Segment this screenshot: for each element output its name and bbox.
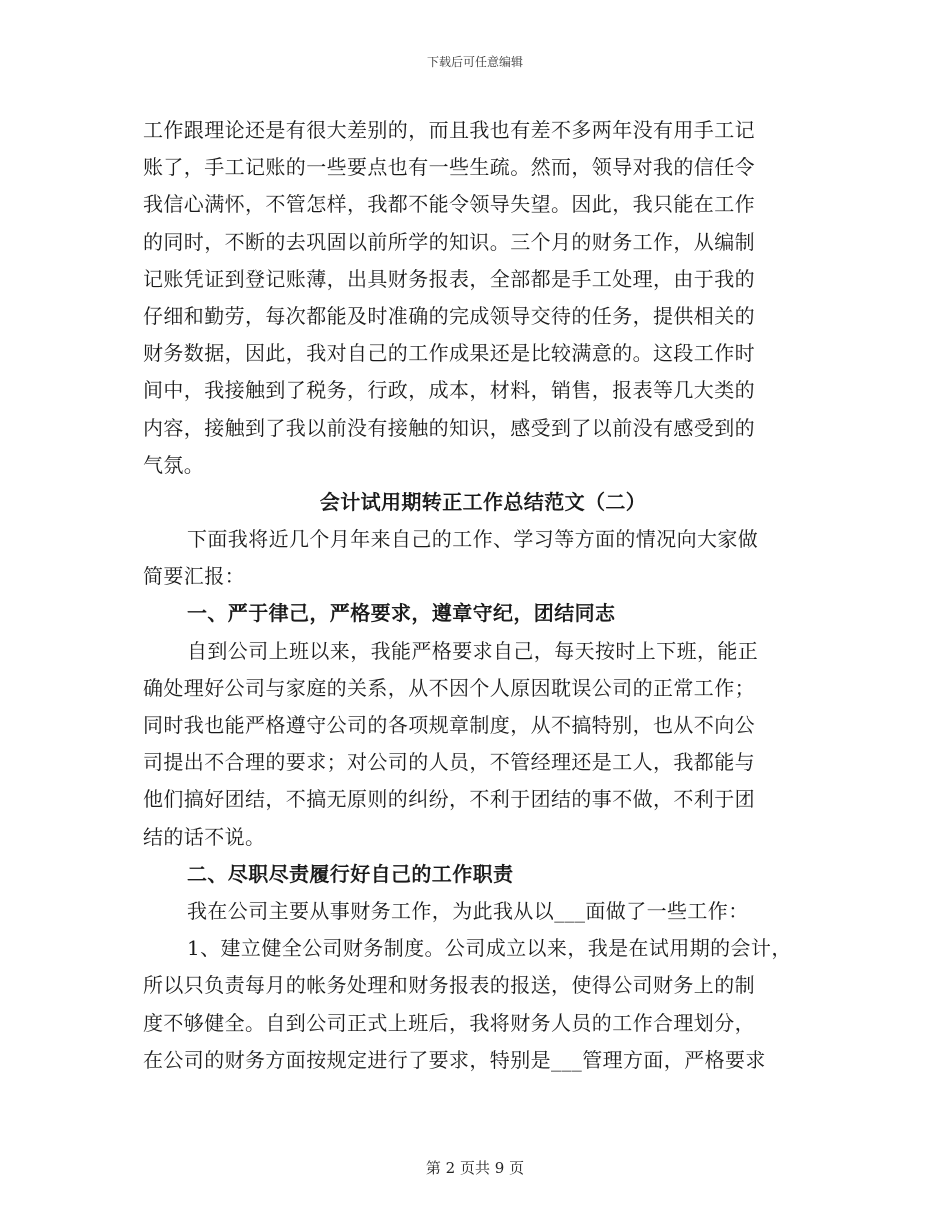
text-line: 在公司的财务方面按规定进行了要求，特别是___管理方面，严格要求	[143, 1047, 766, 1072]
text-line: 自到公司上班以来，我能严格要求自己，每天按时上下班，能正	[187, 638, 759, 663]
paragraph-2	[143, 521, 823, 595]
text-line: 简要汇报：	[143, 564, 245, 589]
text-line: 间中，我接触到了税务，行政，成本，材料，销售，报表等几大类的	[143, 378, 755, 403]
paragraph-5	[143, 930, 823, 1079]
paragraph-3	[143, 633, 823, 856]
page-number: 第 2 页共 9 页	[425, 1159, 525, 1177]
text-line: 司提出不合理的要求；对公司的人员，不管经理还是工人，我都能与	[143, 750, 755, 775]
text-line: 气氛。	[143, 452, 205, 477]
section-title: 会计试用期转正工作总结范文（二）	[319, 489, 647, 514]
text-line: 工作跟理论还是有很大差别的，而且我也有差不多两年没有用手工记	[143, 118, 755, 142]
text-line: 仔细和勤劳，每次都能及时准确的完成领导交待的任务，提供相关的	[143, 303, 755, 328]
text-line: 内容，接触到了我以前没有接触的知识，感受到了以前没有感受到的	[143, 415, 755, 440]
paragraph-4: 我在公司主要从事财务工作，为此我从以___面做了一些工作：	[187, 898, 749, 923]
text-line: 我信心满怀，不管怎样，我都不能令领导失望。因此，我只能在工作	[143, 192, 755, 217]
text-line: 所以只负责每月的帐务处理和财务报表的报送，使得公司财务上的制	[143, 973, 755, 998]
text-line: 账了，手工记账的一些要点也有一些生疏。然而，领导对我的信任令	[143, 155, 755, 180]
text-line: 结的话不说。	[143, 824, 266, 849]
subheading-1: 一、严于律己，严格要求，遵章守纪，团结同志	[187, 601, 616, 626]
text-line: 1、建立健全公司财务制度。公司成立以来，我是在试用期的会计，	[187, 936, 792, 961]
page-header-note: 下载后可任意编辑	[426, 55, 523, 69]
text-line: 下面我将近几个月年来自己的工作、学习等方面的情况向大家做	[187, 527, 759, 552]
subheading-2: 二、尽职尽责履行好自己的工作职责	[187, 861, 514, 886]
text-line: 度不够健全。自到公司正式上班后，我将财务人员的工作合理划分，	[143, 1010, 755, 1035]
text-line: 确处理好公司与家庭的关系，从不因个人原因耽误公司的正常工作；	[143, 675, 755, 700]
paragraph-1	[143, 112, 823, 484]
text-line: 他们搞好团结，不搞无原则的纠纷，不利于团结的事不做，不利于团	[143, 787, 755, 812]
document-body	[143, 112, 823, 1079]
text-line: 财务数据，因此，我对自己的工作成果还是比较满意的。这段工作时	[143, 341, 755, 366]
text-line: 的同时，不断的去巩固以前所学的知识。三个月的财务工作，从编制	[143, 229, 755, 254]
text-line: 记账凭证到登记账薄，出具财务报表，全部都是手工处理，由于我的	[143, 266, 755, 291]
text-line: 同时我也能严格遵守公司的各项规章制度，从不搞特别，也从不向公	[143, 713, 755, 737]
